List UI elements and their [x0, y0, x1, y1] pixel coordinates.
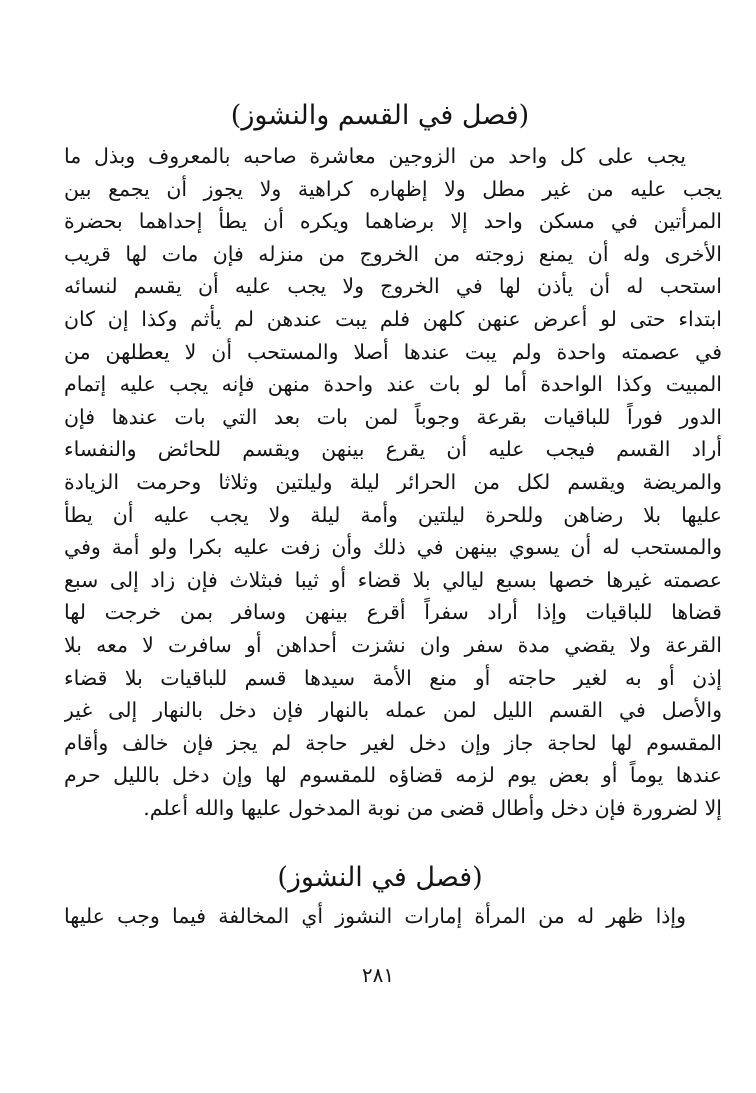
- section-heading: (فصل في النشوز): [277, 862, 483, 893]
- text-line: يجب عليه من غير مطل ولا إظهاره كراهية ولا يجوز أن يجمع بين: [64, 176, 722, 201]
- text-line: المبيت وكذا الواحدة أما لو بات عند واحدة منهن فإنه يجب عليه إتمام: [64, 372, 722, 397]
- paragraph-qasm: [64, 140, 722, 824]
- text-line: القرعة ولا يقضي مدة سفر وان نشزت أحداهن أو سافرت لا معه بلا: [64, 632, 722, 657]
- paragraph-nushuz: [64, 900, 722, 933]
- text-line: المقسوم لها لحاجة جاز وإن دخل لغير حاجة لم يجز فإن خالف وأقام: [64, 730, 722, 755]
- section-heading: (فصل في القسم والنشوز): [230, 100, 530, 131]
- page-number: ٢٨١: [361, 963, 395, 987]
- text-line: إلا لضرورة فإن دخل وأطال قضى من نوبة المدخول عليها والله أعلم.: [143, 795, 722, 820]
- text-line: والمستحب له أن يسوي بينهن في ذلك وأن زفت عليه بكرا ولو أمة وفي: [64, 535, 722, 560]
- text-line: أراد القسم فيجب عليه أن يقرع بينهن ويقسم للحائض والنفساء: [64, 437, 722, 462]
- text-line: المرأتين في مسكن واحد إلا برضاهما ويكره أن يطأ إحداهما بحضرة: [64, 209, 722, 234]
- text-line: عندها يوماً أو بعض يوم لزمه قضاؤه للمقسوم لها وإن دخل بالليل حرم: [64, 763, 722, 788]
- text-line: والأصل في القسم الليل لمن عمله بالنهار فإن دخل بالنهار إلى غير: [64, 698, 722, 723]
- text-line: عليها بلا رضاهن وللحرة ليلتين وأمة ليلة ولا يجب عليه أن يطأ: [64, 502, 722, 527]
- text-line: الأخرى وله أن يمنع زوجته من الخروج من منزله فإن مات لها قريب: [64, 241, 722, 266]
- text-line: في عصمته واحدة ولم يبت عندها أصلا والمستحب أن لا يعطلهن من: [64, 339, 722, 364]
- text-line: ابتداء حتى لو أعرض عنهن كلهن فلم يبت عندهن لم يأثم وكذا إن كان: [64, 306, 722, 331]
- text-line: يجب على كل واحد من الزوجين معاشرة صاحبه بالمعروف وبذل ما: [64, 144, 686, 168]
- text-line: والمريضة ويقسم لكل من الحرائر ليلة وليلتين وثلاثا وحرمت الزيادة: [64, 469, 722, 494]
- text-line: استحب له أن يأذن لها في الخروج ولا يجب عليه أن يقسم لنسائه: [64, 274, 722, 299]
- text-line: قضاها للباقيات وإذا أراد سفراً أقرع بينهن وسافر بمن خرجت لها: [64, 600, 722, 625]
- text-line: عصمته غيرها خصها بسبع ليالي بلا قضاء أو ثيبا فبثلاث فإن زاد إلى سبع: [64, 567, 722, 592]
- text-line: إذن أو به لغير حاجته أو منع الأمة سيدها قسم للباقيات بلا قضاء: [64, 665, 722, 690]
- text-line: الدور فوراً للباقيات بقرعة وجوباً لمن بات بعد التي بات عندها فإن: [64, 404, 722, 429]
- text-line: وإذا ظهر له من المرأة إمارات النشوز أي المخالفة فيما وجب عليها: [64, 904, 686, 928]
